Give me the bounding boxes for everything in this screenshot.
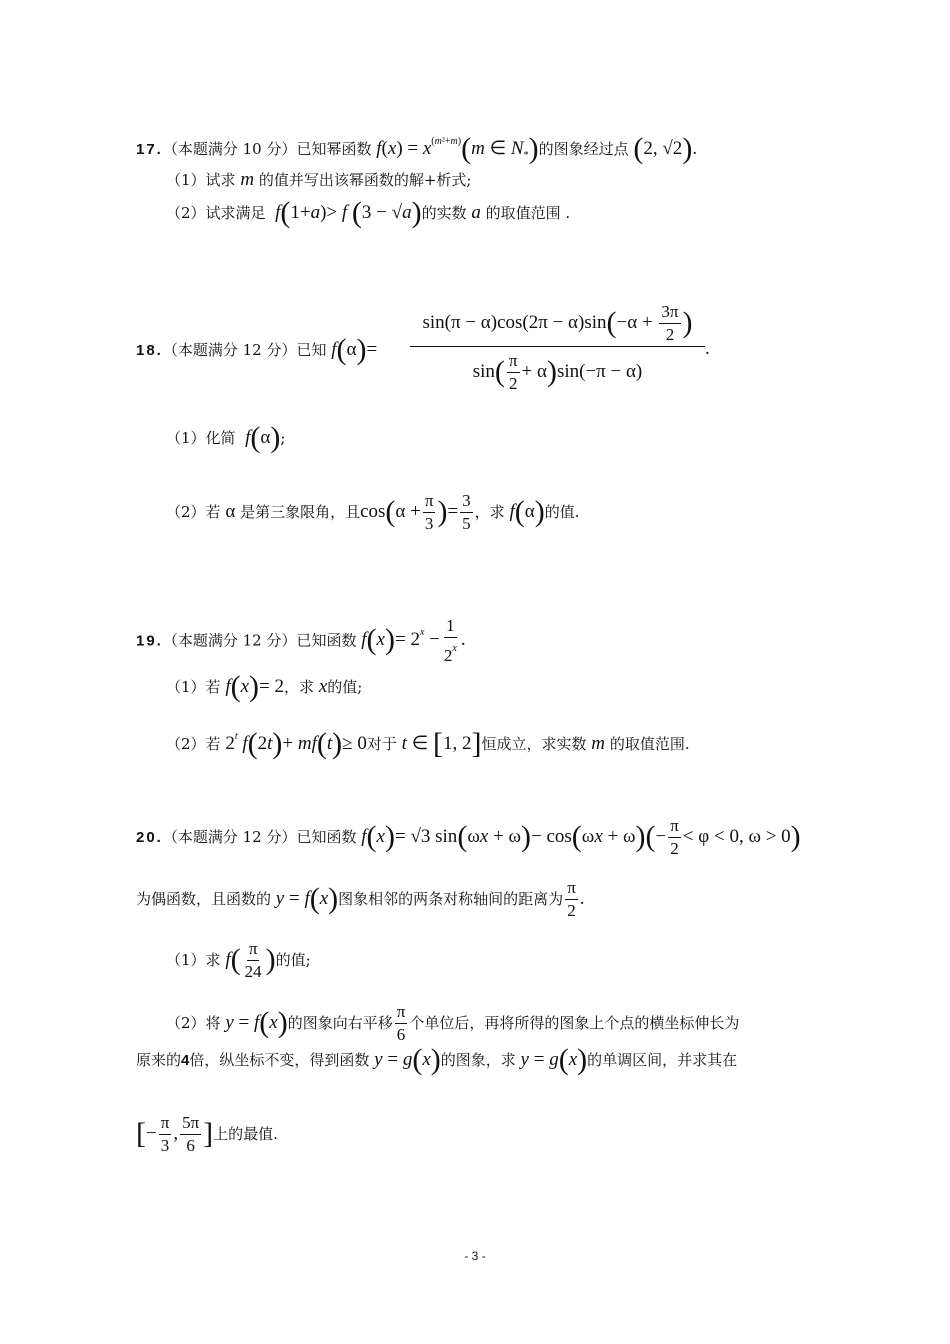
q18-cos-condition: cos(α + $\frac{\pi}{3}$ )= $\frac{3}{5}$ (360, 491, 471, 533)
q19-part1-text: ，求 (284, 678, 315, 696)
q18-part1-tail: ; (280, 429, 286, 447)
q19-part2 (166, 727, 690, 760)
q20-line5-text2: 倍，纵坐标不变，得到函数 (189, 1051, 370, 1069)
q20-line5-text3: 的图象，求 (440, 1051, 516, 1069)
q17-number: 17. (136, 141, 163, 158)
q18-numerator: sin(π − α)cos(2π − α)sin(−α + $\frac{3\pi}{2}$ ) (410, 300, 705, 347)
q19-line1 (136, 615, 466, 667)
q19-function-def: $f(x)= 2^x$ − $\frac{1}{2^x}$ . (361, 616, 466, 665)
q19-part1 (166, 670, 363, 703)
q19-var-x: x (318, 676, 328, 697)
q18-number: 18. (136, 342, 163, 359)
q18-part1-expr: f(α) (245, 421, 281, 454)
q20-line2-text2: 图象相邻的两条对称轴间的距离为 (338, 889, 564, 908)
q20-line5-four: 4 (181, 1052, 190, 1069)
q18-part1-label: （1）化简 (166, 429, 236, 447)
q20-interval: [− $\frac{\pi}{3}$ , $\frac{5\pi}{6}$ ] (136, 1113, 214, 1155)
q17-part2 (166, 196, 571, 229)
q18-part2 (166, 490, 579, 535)
q17-part1 (166, 170, 471, 190)
q20-line5-text: 原来的 (136, 1051, 182, 1069)
q18-part2-f: f(α) (509, 494, 545, 528)
q20-line2 (136, 877, 585, 922)
q20-line2-text: 为偶函数，且函数的 (136, 889, 272, 908)
q20-function-def: f(x)= √3 sin(ωx + ω)− cos(ωx + ω)(− $\frac{\pi}{2}$ < φ < 0, ω > 0) (361, 816, 801, 858)
q17-inequality: f(1+a)> f (3 − √a) (275, 196, 422, 229)
q17-lead: （本题满分 10 分）已知幂函数 (162, 140, 372, 158)
q20-part1-label: （1）求 (166, 950, 221, 969)
q18-part2-text: 是第三象限角，且 (240, 502, 361, 521)
q17-function-formula: $f(x) = x^{(m^2+m)}(m$ ∈ $N_*$) (376, 132, 539, 165)
q20-part2-label: （2）将 (166, 1013, 221, 1032)
q19-part2-text2: 恒成立，求实数 (481, 735, 587, 753)
q20-line6-text: 上的最值. (213, 1124, 278, 1143)
q20-part2-text2: 个单位后，再将所得的图象上个点的横坐标伸长为 (409, 1013, 740, 1032)
q18-part2-label: （2）若 (166, 502, 221, 521)
q19-part1-label: （1）若 (166, 678, 221, 696)
q17-part2-tail: 的取值范围 . (485, 204, 571, 222)
q19-lead: （本题满分 12 分）已知函数 (162, 631, 357, 650)
q17-var-m: m (240, 169, 255, 190)
q20-part2-func: y = f(x) (225, 1005, 288, 1039)
q20-line1 (136, 815, 801, 860)
q20-part2 (166, 1001, 739, 1046)
q19-interval: t ∈ [1, 2] (401, 727, 482, 760)
q19-part2-tail: 的取值范围. (609, 735, 690, 753)
q18-function-def: f(α)= (331, 333, 378, 366)
q17-point: (2, √2). (633, 132, 698, 165)
q20-line5 (136, 1043, 738, 1076)
q20-line2-func: y = f(x) (275, 881, 339, 915)
q20-part2-text: 的图象向右平移 (287, 1013, 393, 1032)
q18-alpha: α (225, 500, 236, 522)
q18-part2-tail: 的值. (544, 502, 580, 521)
q17-part1-text: 的值并写出该幂函数的解+析式; (258, 171, 472, 189)
q20-line5-g: y = g(x) (374, 1043, 441, 1076)
q17-line1 (136, 132, 697, 166)
q19-part2-ineq: 2$^t$ f(2t)+ mf(t)≥ 0 (225, 727, 367, 760)
q20-lead: （本题满分 12 分）已知函数 (162, 827, 357, 846)
q18-big-fraction (410, 300, 705, 397)
q17-part1-label: （1）试求 (166, 171, 236, 189)
q17-part2-label: （2）试求满足 (166, 204, 266, 222)
q17-var-a: a (471, 202, 481, 223)
q20-line5-g2: y = g(x) (520, 1043, 588, 1076)
q18-part2-ask: ，求 (474, 502, 505, 521)
q17-part2-text: 的实数 (421, 204, 467, 222)
q19-var-m: m (591, 733, 606, 754)
q18-lead: （本题满分 12 分）已知 (162, 341, 327, 359)
q18-period: . (705, 338, 710, 359)
q18-denominator: sin( $\frac{\pi}{2}$ + α)sin(−π − α) (472, 351, 643, 394)
q18-part1 (166, 421, 286, 454)
page-number: - 3 - (464, 1249, 486, 1263)
q20-number: 20. (136, 828, 163, 846)
q20-part1-expr: f( $\frac{\pi}{24}$ ) (225, 939, 276, 981)
q19-number: 19. (136, 632, 163, 650)
q19-part1-eq: f(x)= 2 (225, 670, 285, 703)
q17-tail: 的图象经过点 (538, 140, 629, 158)
q19-part2-label: （2）若 (166, 735, 221, 753)
q20-part1-tail: 的值; (275, 950, 311, 969)
q18-line1 (136, 333, 378, 366)
q20-line5-text4: 的单调区间，并求其在 (587, 1051, 738, 1069)
q19-part2-text: 对于 (366, 735, 397, 753)
q20-line6 (136, 1112, 278, 1157)
q19-part1-tail: 的值; (327, 678, 363, 696)
q20-part1 (166, 938, 311, 983)
q20-part2-shift: $\frac{\pi}{6}$ (396, 1002, 406, 1044)
q20-line2-frac: $\frac{\pi}{2}$ . (567, 878, 585, 920)
